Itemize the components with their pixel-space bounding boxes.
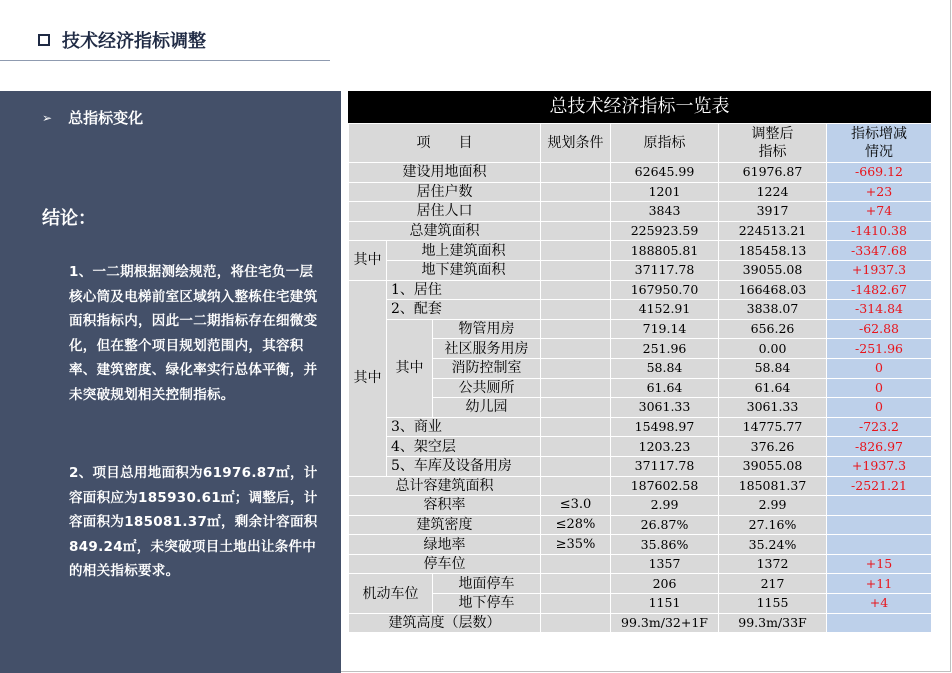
row-label: 地下建筑面积 [387, 260, 541, 280]
table-row [349, 182, 932, 202]
row-original: 1151 [611, 594, 719, 614]
table-row [349, 241, 932, 261]
slide-header [38, 27, 206, 53]
row-adjusted: 1224 [719, 182, 827, 202]
group-label-qizhong: 其中 [349, 280, 387, 476]
row-label: 地上建筑面积 [387, 241, 541, 261]
table-row [349, 496, 932, 516]
row-label: 建筑高度（层数） [349, 613, 541, 633]
row-original: 58.84 [611, 358, 719, 378]
table-row [349, 358, 932, 378]
row-condition [541, 476, 611, 496]
row-original: 719.14 [611, 319, 719, 339]
header-item: 项 目 [349, 124, 541, 163]
row-original: 62645.99 [611, 163, 719, 183]
table-row [349, 515, 932, 535]
row-label: 总计容建筑面积 [349, 476, 541, 496]
header-condition: 规划条件 [541, 124, 611, 163]
section-bullet [42, 107, 143, 128]
row-original: 187602.58 [611, 476, 719, 496]
row-original: 2.99 [611, 496, 719, 516]
row-label: 消防控制室 [433, 358, 541, 378]
table-row [349, 437, 932, 457]
row-change: -669.12 [827, 163, 932, 183]
row-change: 0 [827, 378, 932, 398]
table-title: 总技术经济指标一览表 [348, 91, 931, 123]
row-original: 37117.78 [611, 456, 719, 476]
row-label: 地面停车 [433, 574, 541, 594]
row-condition [541, 358, 611, 378]
row-original: 35.86% [611, 535, 719, 555]
row-change: +1937.3 [827, 456, 932, 476]
row-change: +15 [827, 554, 932, 574]
row-adjusted: 3838.07 [719, 300, 827, 320]
row-adjusted: 185458.13 [719, 241, 827, 261]
row-adjusted: 39055.08 [719, 260, 827, 280]
row-change: -1410.38 [827, 221, 932, 241]
row-change: +4 [827, 594, 932, 614]
row-adjusted: 1372 [719, 554, 827, 574]
conclusion-paragraph-2: 2、项目总用地面积为61976.87㎡，计容面积应为185930.61㎡；调整后，计容面积为185081.37㎡，剩余计容面积849.24㎡，未突破项目土地出让条件中的相关指标要求。 [69, 465, 318, 579]
conclusion-paragraph-1: 1、一二期根据测绘规范，将住宅负一层核心筒及电梯前室区域纳入整栋住宅建筑面积指标内，因此一二期指标存在细微变化，但在整个项目规划范围内，其容积率、建筑密度、绿化率实行总体平衡，并未突破规划相关控制指标。 [69, 264, 318, 403]
row-condition [541, 437, 611, 457]
table-row [349, 417, 932, 437]
conclusion-heading: 结论： [42, 208, 96, 229]
row-adjusted: 3061.33 [719, 398, 827, 418]
row-label: 容积率 [349, 496, 541, 516]
row-change: -2521.21 [827, 476, 932, 496]
row-label: 公共厕所 [433, 378, 541, 398]
section-bullet-label: 总指标变化 [68, 109, 144, 127]
row-label: 居住户数 [349, 182, 541, 202]
row-adjusted: 35.24% [719, 535, 827, 555]
row-original: 99.3m/32+1F [611, 613, 719, 633]
row-change: -723.2 [827, 417, 932, 437]
row-label: 4、架空层 [387, 437, 541, 457]
row-adjusted: 61976.87 [719, 163, 827, 183]
row-original: 37117.78 [611, 260, 719, 280]
header-adjusted-line2: 指标 [758, 144, 787, 160]
row-condition [541, 456, 611, 476]
table-row [349, 280, 932, 300]
row-label: 建筑密度 [349, 515, 541, 535]
table-row [349, 456, 932, 476]
indicator-table [348, 123, 932, 633]
row-original: 3843 [611, 202, 719, 222]
row-original: 61.64 [611, 378, 719, 398]
row-original: 1203.23 [611, 437, 719, 457]
row-condition [541, 574, 611, 594]
group-label-qizhong: 其中 [349, 241, 387, 280]
row-condition [541, 594, 611, 614]
table-row [349, 260, 932, 280]
row-change: 0 [827, 358, 932, 378]
table-row [349, 319, 932, 339]
row-adjusted: 166468.03 [719, 280, 827, 300]
table-row [349, 535, 932, 555]
row-adjusted: 99.3m/33F [719, 613, 827, 633]
row-adjusted: 58.84 [719, 358, 827, 378]
row-label: 停车位 [349, 554, 541, 574]
header-change-line2: 情况 [865, 144, 893, 160]
row-condition [541, 202, 611, 222]
row-original: 206 [611, 574, 719, 594]
square-bullet-icon [38, 34, 50, 46]
row-condition: ≤3.0 [541, 496, 611, 516]
row-condition: ≥35% [541, 535, 611, 555]
row-label: 1、居住 [387, 280, 541, 300]
row-change [827, 613, 932, 633]
row-original: 167950.70 [611, 280, 719, 300]
row-adjusted: 376.26 [719, 437, 827, 457]
row-condition [541, 417, 611, 437]
table-row [349, 574, 932, 594]
row-change: +11 [827, 574, 932, 594]
row-label: 5、车库及设备用房 [387, 456, 541, 476]
row-original: 15498.97 [611, 417, 719, 437]
group-label-qizhong: 其中 [387, 319, 433, 417]
row-label: 物管用房 [433, 319, 541, 339]
row-change [827, 515, 932, 535]
page-title: 技术经济指标调整 [62, 31, 206, 52]
row-original: 188805.81 [611, 241, 719, 261]
row-label: 社区服务用房 [433, 339, 541, 359]
row-original: 1201 [611, 182, 719, 202]
row-original: 225923.59 [611, 221, 719, 241]
row-condition [541, 221, 611, 241]
row-change: -251.96 [827, 339, 932, 359]
row-adjusted: 2.99 [719, 496, 827, 516]
row-adjusted: 656.26 [719, 319, 827, 339]
row-adjusted: 1155 [719, 594, 827, 614]
row-label: 建设用地面积 [349, 163, 541, 183]
row-original: 4152.91 [611, 300, 719, 320]
row-condition: ≤28% [541, 515, 611, 535]
table-row [349, 202, 932, 222]
row-condition [541, 300, 611, 320]
table-row [349, 221, 932, 241]
row-label: 总建筑面积 [349, 221, 541, 241]
table-row [349, 163, 932, 183]
table-row [349, 300, 932, 320]
row-condition [541, 554, 611, 574]
row-condition [541, 163, 611, 183]
row-original: 26.87% [611, 515, 719, 535]
row-label: 地下停车 [433, 594, 541, 614]
row-label: 2、配套 [387, 300, 541, 320]
row-change [827, 496, 932, 516]
row-change: -3347.68 [827, 241, 932, 261]
arrow-bullet-icon: ➢ [42, 110, 53, 125]
table-row [349, 476, 932, 496]
row-label: 绿地率 [349, 535, 541, 555]
row-condition [541, 378, 611, 398]
row-condition [541, 280, 611, 300]
row-label: 3、商业 [387, 417, 541, 437]
table-row [349, 554, 932, 574]
header-change [827, 124, 932, 163]
row-condition [541, 613, 611, 633]
row-condition [541, 260, 611, 280]
row-change [827, 535, 932, 555]
row-condition [541, 398, 611, 418]
row-change: -826.97 [827, 437, 932, 457]
row-change: +23 [827, 182, 932, 202]
row-adjusted: 224513.21 [719, 221, 827, 241]
table-header-row [349, 124, 932, 163]
table-row [349, 594, 932, 614]
row-change: -1482.67 [827, 280, 932, 300]
indicator-table-container [348, 91, 931, 633]
row-label: 居住人口 [349, 202, 541, 222]
row-condition [541, 241, 611, 261]
header-adjusted-line1: 调整后 [751, 126, 794, 142]
table-row [349, 398, 932, 418]
row-label: 幼儿园 [433, 398, 541, 418]
row-change: -62.88 [827, 319, 932, 339]
row-change: 0 [827, 398, 932, 418]
row-original: 251.96 [611, 339, 719, 359]
row-adjusted: 0.00 [719, 339, 827, 359]
table-row [349, 613, 932, 633]
header-change-line1: 指标增减 [851, 126, 907, 142]
row-condition [541, 182, 611, 202]
row-adjusted: 217 [719, 574, 827, 594]
row-condition [541, 339, 611, 359]
row-original: 1357 [611, 554, 719, 574]
table-row [349, 378, 932, 398]
header-original: 原指标 [611, 124, 719, 163]
row-adjusted: 14775.77 [719, 417, 827, 437]
row-change: +1937.3 [827, 260, 932, 280]
row-change: -314.84 [827, 300, 932, 320]
row-condition [541, 319, 611, 339]
row-adjusted: 3917 [719, 202, 827, 222]
row-original: 3061.33 [611, 398, 719, 418]
header-divider [0, 60, 330, 61]
header-adjusted [719, 124, 827, 163]
row-adjusted: 27.16% [719, 515, 827, 535]
group-label-parking: 机动车位 [349, 574, 433, 613]
row-adjusted: 61.64 [719, 378, 827, 398]
row-change: +74 [827, 202, 932, 222]
row-adjusted: 39055.08 [719, 456, 827, 476]
row-adjusted: 185081.37 [719, 476, 827, 496]
table-row [349, 339, 932, 359]
